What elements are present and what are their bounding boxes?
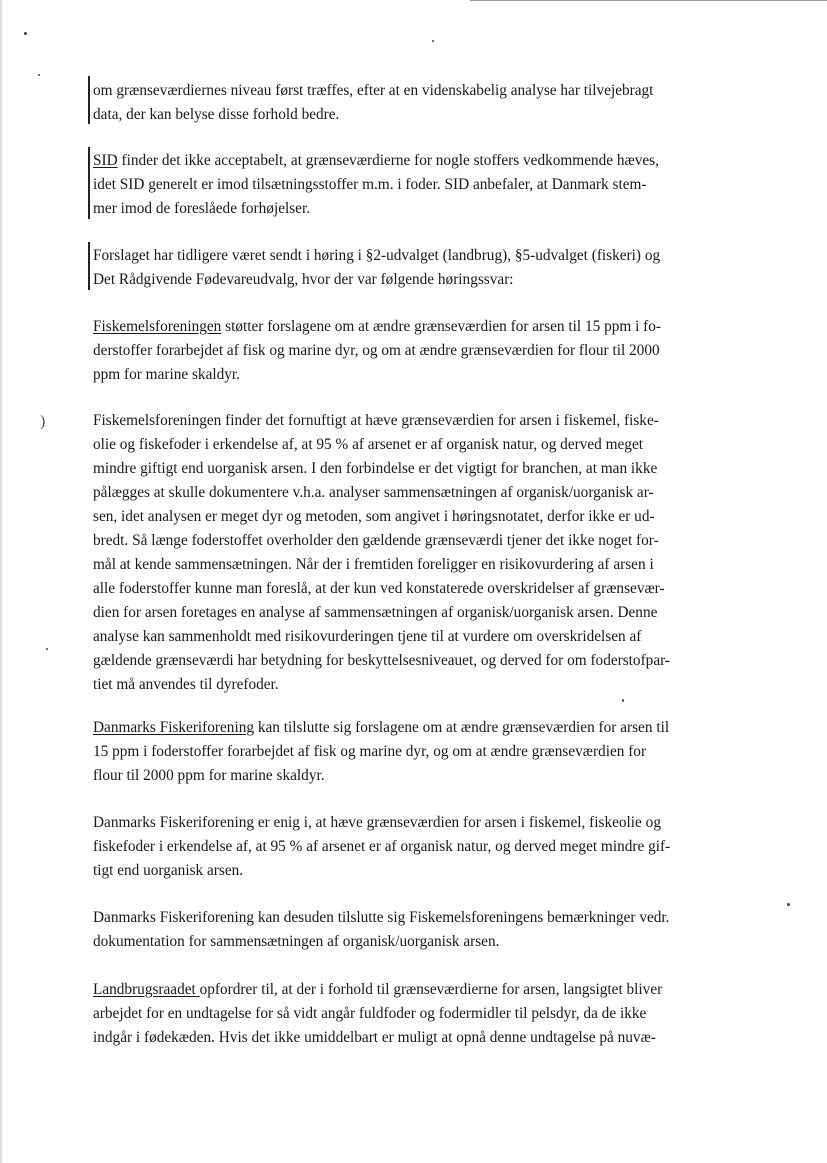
text-line: Danmarks Fiskeriforening kan tilslutte sig forslagene om at ændre grænseværdien for arsen til	[93, 719, 670, 736]
scan-edge-line	[470, 0, 827, 1]
revision-bar	[88, 147, 90, 219]
text-line: bredt. Så længe foderstoffet overholder den gældende grænseværdi tjener det ikke noget for-	[93, 532, 659, 549]
text-line: mer imod de foreslåede forhøjelser.	[93, 200, 311, 217]
text-line: Landbrugsraadet opfordrer til, at der i forhold til grænseværdierne for arsen, langsigtet bliver	[93, 981, 663, 998]
paragraph	[93, 315, 733, 387]
organization-name: Fiskemelsforeningen	[93, 318, 222, 335]
paragraph	[93, 409, 733, 697]
scan-speck	[432, 40, 434, 42]
text-line: mål at kende sammensætningen. Når der i fremtiden foreligger en risikovurdering af arsen i	[93, 556, 654, 573]
text-line: analyse kan sammenholdt med risikovurderingen tjene til at vurdere om overskridelsen af	[93, 628, 642, 645]
text-line: dokumentation for sammensætningen af organisk/uorganisk arsen.	[93, 933, 500, 950]
paragraph	[93, 811, 733, 883]
text-line: flour til 2000 ppm for marine skaldyr.	[93, 767, 325, 784]
text-line: sen, idet analysen er meget dyr og metoden, som angivet i høringsnotatet, derfor ikke er ud-	[93, 508, 655, 525]
text-line: ppm for marine skaldyr.	[93, 366, 240, 383]
revision-bar	[88, 76, 90, 124]
text-line: indgår i fødekæden. Hvis det ikke umiddelbart er muligt at opnå denne undtagelse på nuvæ-	[93, 1029, 656, 1046]
text-line: tigt end uorganisk arsen.	[93, 862, 244, 879]
text-line: om grænseværdiernes niveau først træffes, efter at en videnskabelig analyse har tilvejebragt	[93, 82, 654, 99]
scan-speck	[622, 699, 624, 702]
text-line: Danmarks Fiskeriforening kan desuden tilslutte sig Fiskemelsforeningens bemærkninger vedr.	[93, 909, 670, 926]
paragraph	[93, 978, 733, 1050]
text-line: fiskefoder i erkendelse af, at 95 % af arsenet er af organisk natur, og derved meget mindre gif-	[93, 838, 671, 855]
text-line: idet SID generelt er imod tilsætningsstoffer m.m. i foder. SID anbefaler, at Danmark stem-	[93, 176, 647, 193]
text-line: data, der kan belyse disse forhold bedre.	[93, 106, 340, 123]
scan-mark: )	[40, 413, 46, 430]
scan-speck	[38, 74, 40, 76]
text-line: Det Rådgivende Fødevareudvalg, hvor der var følgende høringssvar:	[93, 271, 514, 288]
paragraph	[93, 906, 733, 954]
paragraph	[93, 79, 733, 127]
paragraph	[93, 244, 733, 292]
text-line: alle foderstoffer kunne man foreslå, at der kun ved konstaterede overskridelser af grænsevær-	[93, 580, 665, 597]
revision-bar	[88, 242, 90, 290]
scan-left-edge	[0, 0, 2, 1163]
organization-name: Landbrugsraadet	[93, 981, 200, 998]
paragraph	[93, 149, 733, 221]
text-line: dien for arsen foretages en analyse af sammensætningen af organisk/uorganisk arsen. Denne	[93, 604, 658, 621]
organization-name: Danmarks Fiskeriforening	[93, 719, 255, 736]
text-line: Forslaget har tidligere været sendt i høring i §2-udvalget (landbrug), §5-udvalget (fiskeri) og	[93, 247, 661, 264]
text-line: derstoffer forarbejdet af fisk og marine dyr, og om at ændre grænseværdien for flour til 2000	[93, 342, 660, 359]
text-line: SID finder det ikke acceptabelt, at grænseværdierne for nogle stoffers vedkommende hæves,	[93, 152, 659, 169]
text-line: Danmarks Fiskeriforening er enig i, at hæve grænseværdien for arsen i fiskemel, fiskeolie og	[93, 814, 661, 831]
text-line: tiet må anvendes til dyrefoder.	[93, 676, 279, 693]
text-line: gældende grænseværdi har betydning for beskyttelsesniveauet, og derved for om foderstofpar-	[93, 652, 670, 669]
text-line: Fiskemelsforeningen støtter forslagene om at ændre grænseværdien for arsen til 15 ppm i fo-	[93, 318, 661, 335]
text-line: mindre giftigt end uorganisk arsen. I den forbindelse er det vigtigt for branchen, at man ikke	[93, 460, 658, 477]
text-line: Fiskemelsforeningen finder det fornuftigt at hæve grænseværdien for arsen i fiskemel, fiske-	[93, 412, 659, 429]
scan-speck	[46, 648, 48, 650]
scan-speck	[24, 32, 27, 35]
text-line: arbejdet for en undtagelse for så vidt angår fuldfoder og fodermidler til pelsdyr, da de ikke	[93, 1005, 647, 1022]
organization-name: SID	[93, 152, 118, 169]
text-line: 15 ppm i foderstoffer forarbejdet af fisk og marine dyr, og om at ændre grænseværdien for	[93, 743, 647, 760]
text-line: pålægges at skulle dokumentere v.h.a. analyser sammensætningen af organisk/uorganisk ar-	[93, 484, 654, 501]
scan-speck	[787, 903, 790, 906]
text-line: olie og fiskefoder i erkendelse af, at 95 % af arsenet er af organisk natur, og derved meget	[93, 436, 643, 453]
paragraph	[93, 716, 733, 788]
